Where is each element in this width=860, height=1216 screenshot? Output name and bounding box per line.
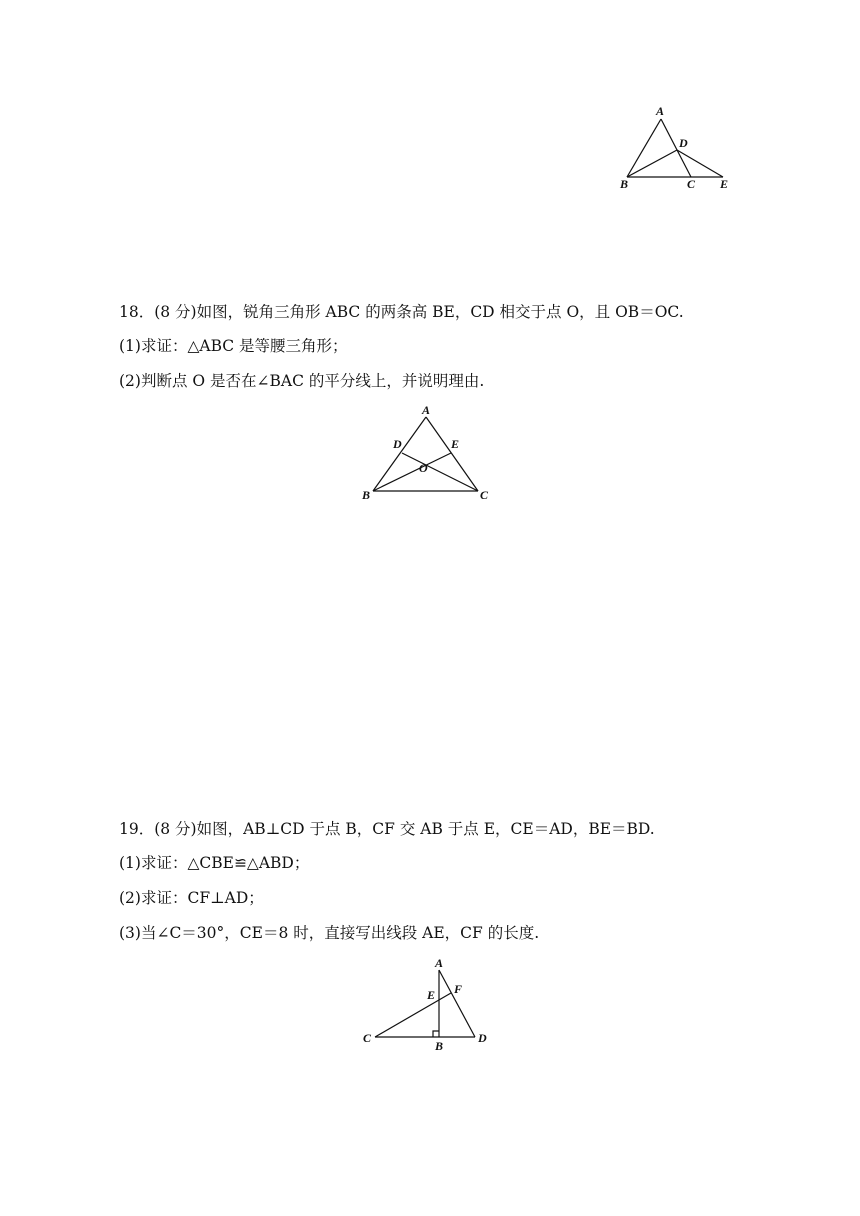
label-b: B — [435, 1039, 444, 1053]
q18-part2: (2)判断点 O 是否在∠BAC 的平分线上，并说明理由. — [119, 372, 485, 390]
figure-18 — [355, 400, 505, 510]
label-d: D — [478, 1031, 487, 1045]
label-f: F — [454, 982, 463, 996]
label-c: C — [687, 177, 696, 191]
figure-19 — [355, 955, 505, 1055]
segment-ac — [426, 417, 478, 491]
figure-top — [600, 100, 760, 200]
segment-cf — [375, 993, 451, 1037]
label-c: C — [480, 488, 489, 502]
q18-title: 18．(8 分)如图，锐角三角形 ABC 的两条高 BE，CD 相交于点 O，且 OB＝OC. — [119, 303, 684, 321]
label-a: A — [656, 104, 665, 118]
label-o: O — [419, 461, 428, 475]
label-b: B — [620, 177, 629, 191]
label-d: D — [679, 136, 688, 150]
label-e: E — [427, 988, 436, 1002]
q19-title: 19．(8 分)如图，AB⊥CD 于点 B，CF 交 AB 于点 E，CE＝AD，BE＝BD. — [119, 820, 655, 838]
label-a: A — [422, 403, 431, 417]
label-e: E — [451, 437, 460, 451]
segment-ab — [373, 417, 426, 491]
segment-ad — [439, 970, 475, 1037]
q19-part3: (3)当∠C＝30°，CE＝8 时，直接写出线段 AE，CF 的长度. — [119, 924, 540, 942]
label-b: B — [362, 488, 371, 502]
q19-part1: (1)求证：△CBE≌△ABD； — [119, 854, 310, 872]
right-angle-mark — [433, 1031, 439, 1037]
label-d: D — [393, 437, 402, 451]
q18-part1: (1)求证：△ABC 是等腰三角形； — [119, 337, 348, 355]
q19-part2: (2)求证：CF⊥AD； — [119, 889, 264, 907]
label-a: A — [435, 956, 444, 970]
label-e: E — [720, 177, 729, 191]
label-c: C — [363, 1031, 372, 1045]
